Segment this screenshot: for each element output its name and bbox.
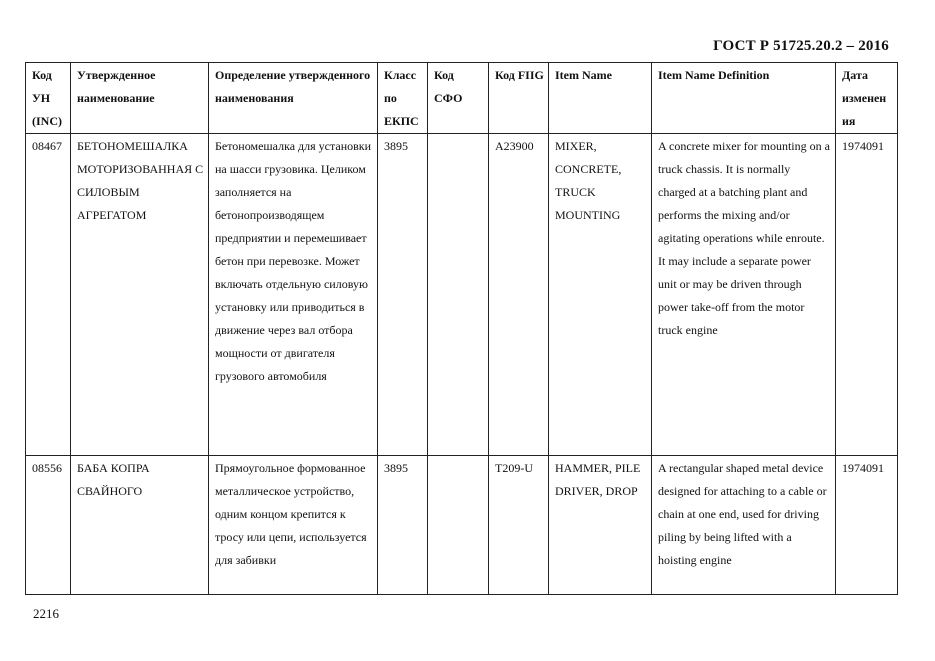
table-row	[26, 456, 898, 595]
table-header-row	[26, 63, 898, 134]
table-row	[26, 134, 898, 456]
cell-ekps-class: 3895	[378, 134, 428, 456]
cell-item-name-definition: A rectangular shaped metal device designed for attaching to a cable or chain at one end, used for driving piling by being lifted with a hoisting engine	[652, 456, 836, 595]
cell-item-name-definition: A concrete mixer for mounting on a truck chassis. It is normally charged at a batching plant and performs the mixing and/or agitating operations while enroute. It may include a separate power unit or may be driven through power take-off from the motor truck engine	[652, 134, 836, 456]
cell-fiig-code: A23900	[489, 134, 549, 456]
cell-inc-code: 08467	[26, 134, 71, 456]
col-header-ekps-class: Класс по ЕКПС	[378, 63, 428, 134]
cell-sfo-code	[428, 134, 489, 456]
col-header-approved-name: Утвержденное наименование	[71, 63, 209, 134]
cell-fiig-code: T209-U	[489, 456, 549, 595]
cell-approved-name: БЕТОНОМЕШАЛКА МОТОРИЗОВАННАЯ С СИЛОВЫМ АГРЕГАТОМ	[71, 134, 209, 456]
col-header-fiig-code: Код FIIG	[489, 63, 549, 134]
col-header-inc-code: Код УН (INC)	[26, 63, 71, 134]
cell-change-date: 1974091	[836, 134, 898, 456]
cell-item-name: HAMMER, PILE DRIVER, DROP	[549, 456, 652, 595]
cell-name-definition: Прямоугольное формованное металлическое устройство, одним концом крепится к тросу или цепи, используется для забивки	[209, 456, 378, 595]
cell-item-name: MIXER, CONCRETE, TRUCK MOUNTING	[549, 134, 652, 456]
col-header-change-date: Дата изменения	[836, 63, 898, 134]
page-number: 2216	[33, 606, 59, 621]
cell-ekps-class: 3895	[378, 456, 428, 595]
col-header-item-name-definition: Item Name Definition	[652, 63, 836, 134]
col-header-name-definition: Определение утвержденного наименования	[209, 63, 378, 134]
cell-name-definition: Бетономешалка для установки на шасси грузовика. Целиком заполняется на бетонопроизводящем предприятии и перемешивает бетон при перевозке. Может включать отдельную силовую установку или приводиться в движение через вал отбора мощности от двигателя грузового автомобиля	[209, 134, 378, 456]
cell-change-date: 1974091	[836, 456, 898, 595]
cell-inc-code: 08556	[26, 456, 71, 595]
cell-sfo-code	[428, 456, 489, 595]
col-header-item-name: Item Name	[549, 63, 652, 134]
col-header-sfo-code: Код СФО	[428, 63, 489, 134]
document-code: ГОСТ Р 51725.20.2 – 2016	[713, 38, 889, 54]
cell-approved-name: БАБА КОПРА СВАЙНОГО	[71, 456, 209, 595]
nomenclature-table	[25, 62, 898, 595]
